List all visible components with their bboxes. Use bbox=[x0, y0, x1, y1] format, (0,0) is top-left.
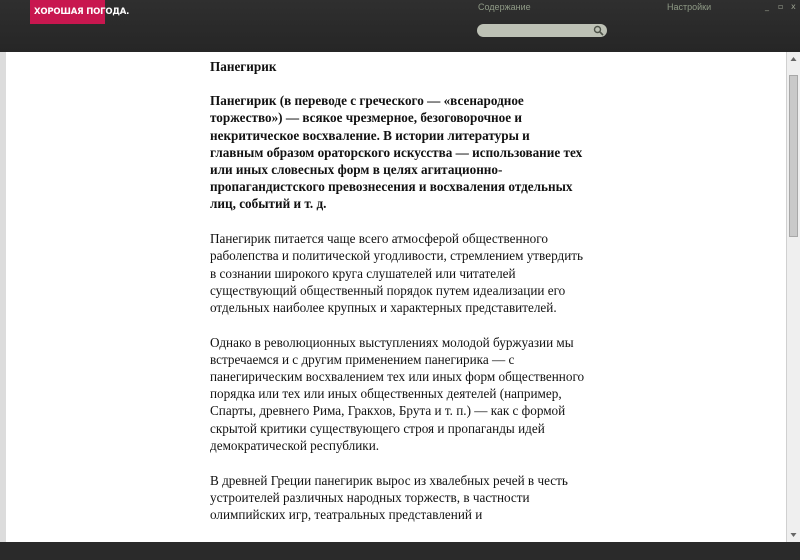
nav-settings-link[interactable]: Настройки bbox=[667, 2, 712, 12]
search-icon[interactable] bbox=[593, 25, 604, 36]
document-viewport bbox=[0, 52, 800, 542]
app-logo[interactable]: ХОРОШАЯ ПОГОДА. bbox=[30, 0, 105, 24]
vertical-scrollbar[interactable] bbox=[786, 52, 800, 542]
article-paragraph: В древней Греции панегирик вырос из хвалебных речей в честь устроителей различных народных торжеств, в частности олимпийских игр, театральных представлений и bbox=[210, 472, 568, 522]
search-box bbox=[477, 24, 607, 37]
article-paragraph: Панегирик (в переводе с греческого — «всенародное торжество») — всякое чрезмерное, безоговорочное и некритическое восхваление. В истории литературы и главным образом ораторского искусства — использование тех или иных словесных форм в целях агитационно-пропагандистского превознесения и восхваления отдельных лиц, событий и т. д. bbox=[210, 93, 583, 212]
page-edge bbox=[0, 52, 6, 542]
article-body bbox=[210, 58, 585, 541]
close-icon[interactable]: x bbox=[791, 2, 796, 11]
nav-contents-link[interactable]: Содержание bbox=[478, 2, 531, 12]
minimize-icon[interactable]: _ bbox=[765, 2, 769, 11]
restore-icon[interactable]: ▫ bbox=[778, 2, 784, 11]
article-title: Панегирик bbox=[210, 59, 277, 74]
bottom-bar bbox=[0, 542, 800, 560]
article-paragraph: Панегирик питается чаще всего атмосферой общественного раболепства и политической угодливости, стремлением утвердить в сознании широкого круга слушателей или читателей существующий общественный порядок путем идеализации его отдельных наиболее крупных и характерных представителей. bbox=[210, 231, 584, 315]
scroll-up-icon[interactable] bbox=[787, 54, 800, 64]
search-input[interactable] bbox=[484, 24, 589, 37]
scroll-down-icon[interactable] bbox=[787, 530, 800, 540]
scroll-thumb[interactable] bbox=[789, 75, 798, 237]
top-toolbar bbox=[0, 0, 800, 52]
article-paragraph: Однако в революционных выступлениях молодой буржуазии мы встречаемся и с другим применением панегирика — с панегирическим восхвалением тех или иных форм общественного порядка или тех или иных общественных деятелей (например, Спарты, древнего Рима, Гракхов, Брута и т. п.) — как с формой скрытой критики существующего строя и пропаганды идей демократической республики. bbox=[210, 334, 585, 453]
